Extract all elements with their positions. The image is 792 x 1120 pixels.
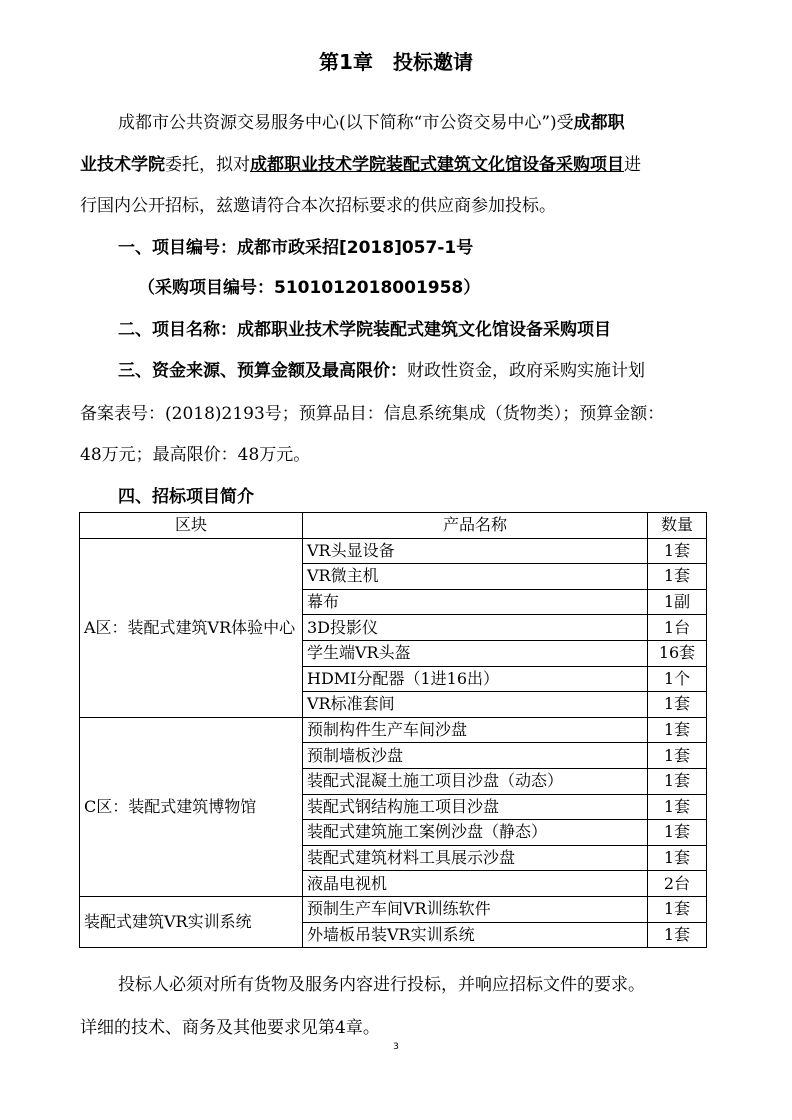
section-3-line-2: 备案表号：(2018)2193号；预算品目：信息系统集成（货物类）；预算金额：: [80, 404, 665, 424]
product-name: VR头显设备: [303, 538, 648, 564]
product-name: VR标准套间: [303, 692, 648, 718]
items-table: [79, 512, 707, 948]
product-name: 3D投影仪: [303, 615, 648, 641]
closing-line-1: 投标人必须对所有货物及服务内容进行投标，并响应招标文件的要求。: [118, 975, 645, 995]
product-qty: 1套: [648, 743, 707, 769]
product-qty: 16套: [648, 640, 707, 666]
section-3-line-3: 48万元；最高限价：48万元。: [80, 445, 311, 465]
section-2-project-name: 二、项目名称：成都职业技术学院装配式建筑文化馆设备采购项目: [118, 320, 611, 340]
header-qty: 数量: [648, 513, 707, 539]
closing-line-2: 详细的技术、商务及其他要求见第4章。: [80, 1018, 380, 1038]
section-1-procurement-number: （采购项目编号：5101012018001958）: [138, 278, 481, 298]
product-name: 预制墙板沙盘: [303, 743, 648, 769]
product-qty: 1台: [648, 615, 707, 641]
product-qty: 1套: [648, 538, 707, 564]
product-qty: 1个: [648, 666, 707, 692]
area-cell-a: A区：装配式建筑VR体验中心: [80, 538, 303, 717]
product-name: 装配式混凝土施工项目沙盘（动态）: [303, 768, 648, 794]
area-cell-c: C区：装配式建筑博物馆: [80, 717, 303, 896]
product-qty: 1套: [648, 896, 707, 922]
product-name: 预制构件生产车间沙盘: [303, 717, 648, 743]
product-name: 装配式建筑材料工具展示沙盘: [303, 845, 648, 871]
product-qty: 1套: [648, 768, 707, 794]
product-name: 液晶电视机: [303, 871, 648, 897]
product-name: 幕布: [303, 589, 648, 615]
product-qty: 1套: [648, 717, 707, 743]
section-3-line-1: [118, 356, 645, 381]
product-name: 学生端VR头盔: [303, 640, 648, 666]
intro-line-2: [80, 150, 641, 175]
intro-text-1: 成都市公共资源交易服务中心(以下简称“市公资交易中心”)受: [118, 113, 574, 133]
product-name: VR微主机: [303, 564, 648, 590]
product-name: 装配式建筑施工案例沙盘（静态）: [303, 820, 648, 846]
table-row: [80, 896, 707, 922]
section-1-project-number: 一、项目编号：成都市政采招[2018]057-1号: [118, 238, 474, 258]
header-product: 产品名称: [303, 513, 648, 539]
product-qty: 1套: [648, 692, 707, 718]
intro-bold-2: 业技术学院: [80, 155, 165, 175]
intro-bold-1: 成都职: [573, 113, 625, 133]
product-qty: 1套: [648, 845, 707, 871]
intro-text-2: 委托，拟对: [165, 155, 250, 175]
product-qty: 1套: [648, 820, 707, 846]
product-qty: 2台: [648, 871, 707, 897]
product-name: HDMI分配器（1进16出）: [303, 666, 648, 692]
header-area: 区块: [80, 513, 303, 539]
table-header-row: [80, 513, 707, 539]
product-qty: 1套: [648, 922, 707, 948]
product-qty: 1套: [648, 564, 707, 590]
section-3-text-1: 财政性资金，政府采购实施计划: [407, 361, 645, 381]
product-name: 装配式钢结构施工项目沙盘: [303, 794, 648, 820]
product-name: 预制生产车间VR训练软件: [303, 896, 648, 922]
chapter-title: 第1章 投标邀请: [319, 50, 473, 74]
intro-tail: 进: [624, 155, 641, 175]
area-cell-vr-system: 装配式建筑VR实训系统: [80, 896, 303, 947]
table-row: [80, 717, 707, 743]
intro-line-3: 行国内公开招标，兹邀请符合本次招标要求的供应商参加投标。: [80, 196, 556, 216]
table-row: [80, 538, 707, 564]
product-qty: 1副: [648, 589, 707, 615]
section-3-label: 三、资金来源、预算金额及最高限价：: [118, 361, 407, 381]
page-number: 3: [393, 1042, 399, 1052]
product-qty: 1套: [648, 794, 707, 820]
project-name-underlined: 成都职业技术学院装配式建筑文化馆设备采购项目: [250, 155, 624, 175]
intro-line-1: [118, 108, 625, 133]
section-4-heading: 四、招标项目简介: [118, 487, 254, 507]
product-name: 外墙板吊装VR实训系统: [303, 922, 648, 948]
